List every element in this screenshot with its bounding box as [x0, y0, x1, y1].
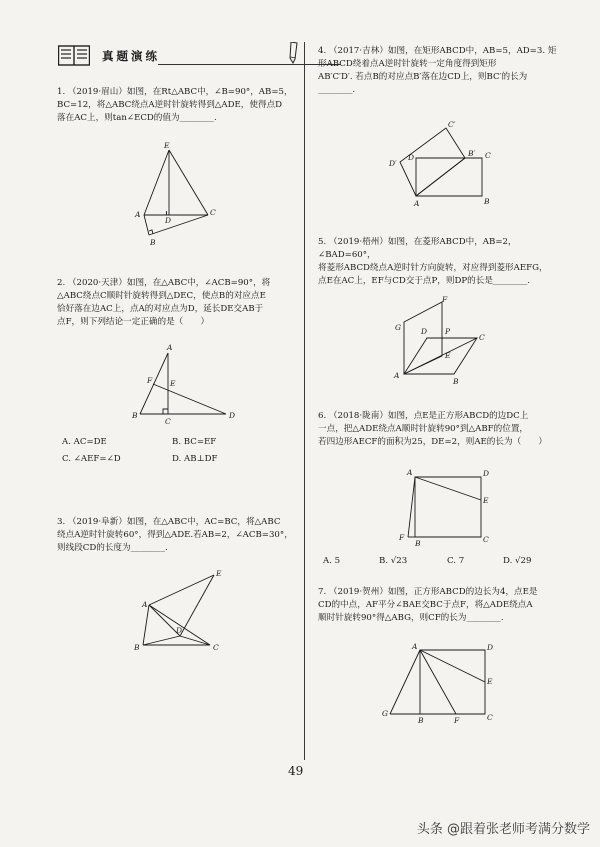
label-B: B — [418, 716, 424, 725]
question-1-line-2: BC=12，将△ABC绕点A逆时针旋转得到△ADE，使得点D — [57, 100, 283, 110]
label-A: A — [414, 199, 420, 208]
label-C: C — [479, 333, 485, 342]
label-G: G — [395, 323, 401, 332]
label-D: D — [176, 626, 183, 635]
label-C: C — [210, 208, 216, 217]
question-2-text — [57, 277, 297, 329]
label-E: E — [483, 496, 489, 505]
label-D: D — [487, 643, 494, 652]
choice-2-C[interactable]: C. ∠AEF=∠D — [62, 454, 121, 464]
label-C: C — [483, 535, 489, 544]
question-5-figure — [392, 294, 492, 393]
question-4-line-1: 4. （2017·吉林）如图，在矩形ABCD中，AB=5，AD=3. 矩 — [318, 46, 557, 56]
question-1-figure — [135, 141, 230, 252]
label-A: A — [142, 600, 148, 609]
label-E: E — [487, 677, 493, 686]
question-1-text — [57, 86, 297, 125]
label-F: F — [454, 716, 460, 725]
question-1-line-3: 落在AC上，则tan∠ECD的值为________. — [57, 113, 217, 123]
question-7-figure — [380, 644, 500, 728]
label-G: G — [382, 709, 388, 718]
label-B: B — [132, 411, 138, 420]
label-D: D — [165, 216, 172, 225]
label-C-prime: C′ — [448, 120, 456, 129]
column-divider — [304, 42, 305, 760]
question-6-line-2: 一点，把△ADE绕点A顺时针旋转90°到△ABF的位置， — [318, 424, 529, 434]
label-D-prime: D′ — [389, 159, 397, 168]
choice-2-B[interactable]: B. BC=EF — [172, 437, 217, 447]
question-2-line-1: 2. （2020·天津）如图，在△ABC中，∠ACB=90°，将 — [57, 278, 271, 288]
label-B: B — [484, 197, 490, 206]
label-C: C — [213, 643, 219, 652]
question-6-line-1: 6. （2018·陇南）如图，点E是正方形ABCD的边DC上 — [318, 411, 529, 421]
label-B: B — [415, 539, 421, 548]
label-B-prime: B′ — [468, 149, 476, 158]
question-3-line-3: 则线段CD的长度为________. — [57, 543, 168, 553]
label-A: A — [407, 468, 413, 477]
label-E: E — [445, 351, 451, 360]
label-C: C — [485, 151, 491, 160]
label-F: F — [442, 295, 448, 304]
question-7-line-2: CD的中点，AF平分∠BAE交BC于点F，将△ADE绕点A — [318, 600, 533, 610]
label-E: E — [164, 141, 170, 150]
question-7-line-3: 顺时针旋转90°得△ABG，则CF的长为________. — [318, 613, 504, 623]
question-7-line-1: 7. （2019·贺州）如图，正方形ABCD的边长为4，点E是 — [318, 587, 538, 597]
question-1-line-1: 1. （2019·眉山）如图，在Rt△ABC中，∠B=90°，AB=5， — [57, 87, 293, 97]
section-header — [58, 44, 298, 70]
label-A: A — [167, 343, 173, 352]
label-D: D — [421, 327, 428, 336]
label-F: F — [147, 376, 153, 385]
question-2-choices — [62, 437, 292, 467]
label-A: A — [394, 371, 400, 380]
label-C: C — [165, 417, 171, 426]
header-rule — [158, 64, 340, 65]
question-5-line-2: 将菱形ABCD绕点A逆时针方向旋转，对应得到菱形AEFG， — [318, 263, 548, 273]
choice-2-D[interactable]: D. AB⊥DF — [172, 454, 218, 464]
choice-6-D[interactable]: D. √29 — [503, 556, 532, 566]
choice-6-C[interactable]: C. 7 — [447, 556, 465, 566]
question-5-text — [318, 236, 558, 288]
label-B: B — [134, 643, 140, 652]
question-4-line-3: AB′C′D′. 若点B的对应点B′落在边CD上，则BC′的长为 — [318, 72, 528, 82]
choice-2-A[interactable]: A. AC=DE — [62, 437, 107, 447]
label-D: D — [229, 411, 236, 420]
label-P: P — [445, 327, 451, 336]
label-C: C — [487, 713, 493, 722]
choice-6-B[interactable]: B. √23 — [379, 556, 408, 566]
question-5-line-1: 5. （2019·梧州）如图，在菱形ABCD中，AB=2，∠BAD=60°， — [318, 237, 517, 260]
question-4-line-4: ________. — [318, 85, 356, 95]
label-A: A — [135, 210, 141, 219]
question-4-text — [318, 45, 558, 97]
label-A: A — [412, 642, 418, 651]
label-D: D — [483, 469, 490, 478]
choice-6-A[interactable]: A. 5 — [323, 556, 341, 566]
label-E: E — [170, 379, 176, 388]
label-B: B — [453, 377, 459, 386]
label-F: F — [399, 533, 405, 542]
section-title: 真题演练 — [102, 49, 160, 63]
question-6-figure — [395, 468, 505, 552]
label-E: E — [216, 569, 222, 578]
question-4-figure — [390, 118, 500, 212]
question-6-line-3: 若四边形AECF的面积为25，DE=2，则AE的长为（ ） — [318, 437, 547, 447]
page-number: 49 — [288, 764, 304, 778]
question-3-figure — [130, 570, 230, 659]
question-2-line-2: △ABC绕点C顺时针旋转得到△DEC，使点B的对应点E — [57, 291, 266, 301]
question-3-line-2: 绕点A逆时针旋转60°，得到△ADE.若AB=2，∠ACB=30°， — [57, 530, 293, 540]
label-D: D — [408, 153, 415, 162]
question-3-line-1: 3. （2019·阜新）如图，在△ABC中，AC=BC，将△ABC — [57, 517, 281, 527]
question-2-figure — [130, 343, 240, 430]
question-2-line-4: 点F，则下列结论一定正确的是（ ） — [57, 317, 210, 327]
question-6-text — [318, 410, 558, 449]
pencil-icon — [288, 42, 300, 64]
question-2-line-3: 恰好落在边AC上，点A的对应点为D，延长DE交AB于 — [57, 304, 264, 314]
question-3-text — [57, 516, 297, 555]
open-book-icon — [58, 44, 90, 66]
question-6-choices — [323, 556, 553, 572]
question-7-text — [318, 586, 558, 625]
watermark-text: 头条 @跟着张老师考满分数学 — [416, 822, 590, 837]
label-B: B — [150, 238, 156, 247]
question-5-line-3: 点E在AC上，EF与CD交于点P，则DP的长是________. — [318, 276, 531, 286]
question-4-line-2: 形ABCD绕着点A逆时针旋转一定角度得到矩形 — [318, 59, 497, 69]
